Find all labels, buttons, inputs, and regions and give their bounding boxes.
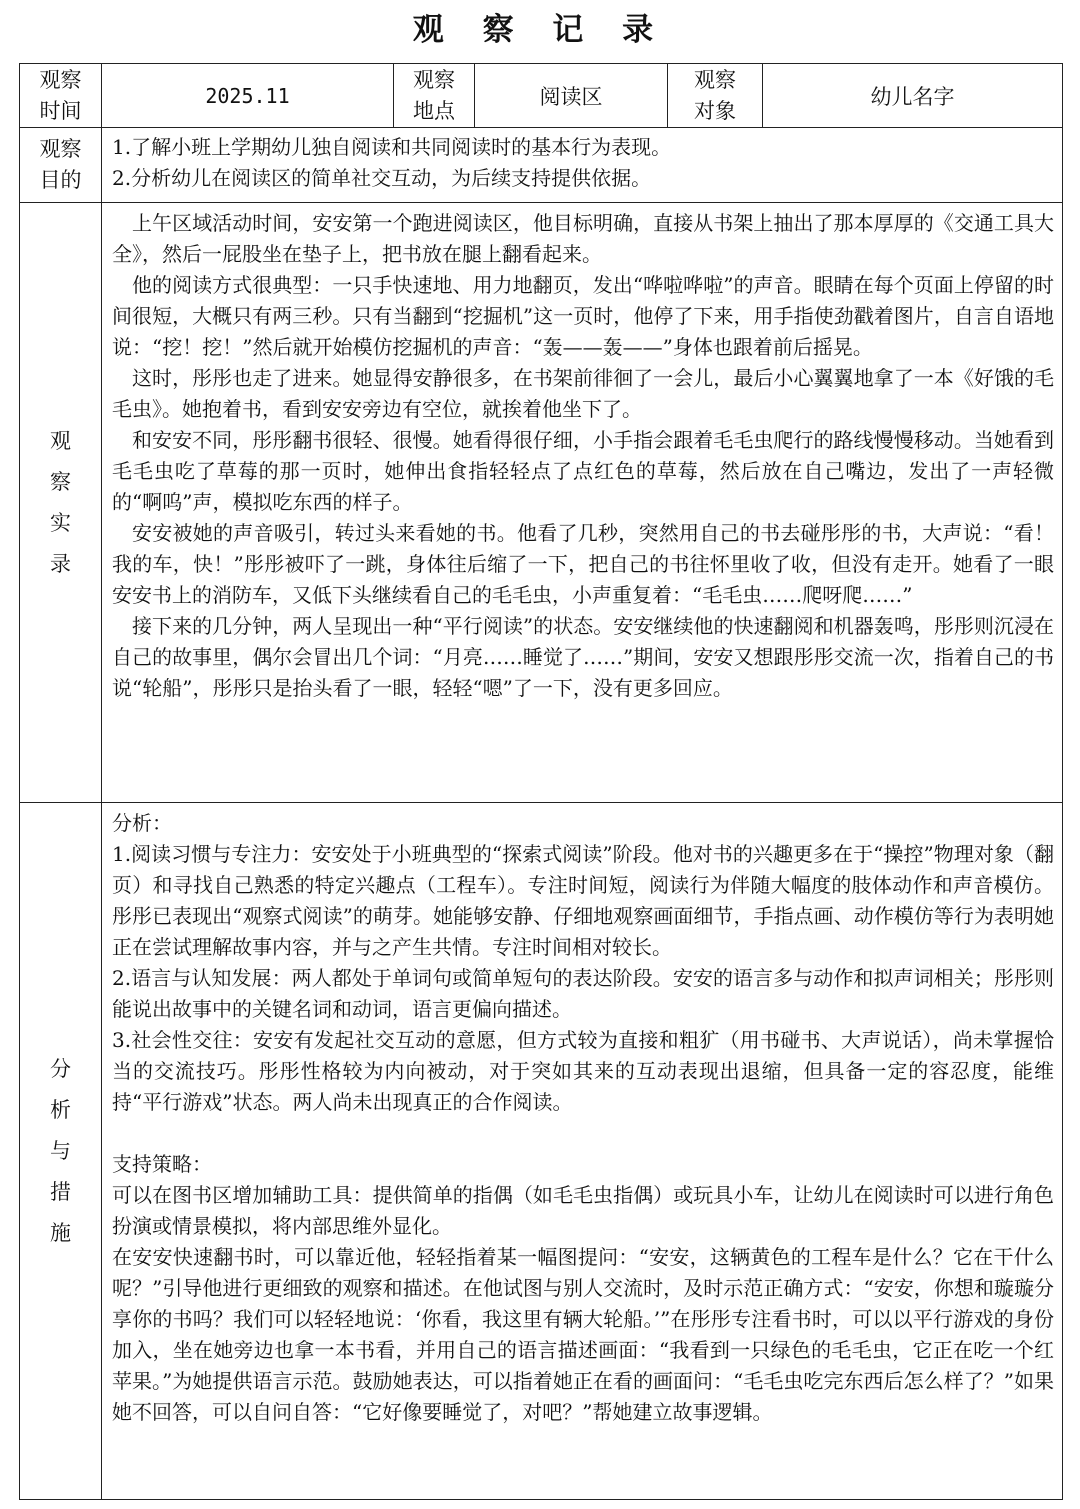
strategy-item: 可以在图书区增加辅助工具：提供简单的指偶（如毛毛虫指偶）或玩具小车，让幼儿在阅读时可以进行角色扮演或情景模拟，将内部思维外显化。 bbox=[112, 1183, 1054, 1238]
analysis-item: 2.语言与认知发展：两人都处于单词句或简单短句的表达阶段。安安的语言多与动作和拟声词相关；彤彤则能说出故事中的关键名词和动词，语言更偏向描述。 bbox=[112, 966, 1054, 1021]
place-value: 阅读区 bbox=[475, 64, 668, 128]
target-value: 幼儿名字 bbox=[763, 64, 1063, 128]
purpose-row bbox=[20, 128, 1063, 203]
analysis-label: 分 析 与 措 施 bbox=[20, 803, 102, 1500]
observation-record-table bbox=[19, 63, 1063, 1500]
purpose-item: 2.分析幼儿在阅读区的简单社交互动，为后续支持提供依据。 bbox=[112, 166, 652, 190]
page-title: 观 察 记 录 bbox=[412, 12, 668, 48]
record-label: 观 察 实 录 bbox=[20, 203, 102, 803]
record-paragraph: 这时，彤彤也走了进来。她显得安静很多，在书架前徘徊了一会儿，最后小心翼翼地拿了一本《好饿的毛毛虫》。她抱着书，看到安安旁边有空位，就挨着他坐下了。 bbox=[112, 366, 1054, 421]
record-content bbox=[102, 203, 1063, 803]
record-row bbox=[20, 203, 1063, 803]
purpose-item: 1.了解小班上学期幼儿独自阅读和共同阅读时的基本行为表现。 bbox=[112, 135, 672, 159]
record-paragraph: 安安被她的声音吸引，转过头来看她的书。他看了几秒，突然用自己的书去碰彤彤的书，大声说：“看！我的车，快！”彤彤被吓了一跳，身体往后缩了一下，把自己的书往怀里收了收，但没有走开。她看了一眼安安书上的消防车，又低下头继续看自己的毛毛虫，小声重复着：“毛毛虫……爬呀爬……” bbox=[112, 521, 1054, 607]
spacer bbox=[112, 1118, 1054, 1149]
target-label: 观察 对象 bbox=[668, 64, 763, 128]
strategy-heading: 支持策略： bbox=[112, 1152, 212, 1176]
analysis-item: 1.阅读习惯与专注力：安安处于小班典型的“探索式阅读”阶段。他对书的兴趣更多在于“操控”物理对象（翻页）和寻找自己熟悉的特定兴趣点（工程车）。专注时间短，阅读行为伴随大幅度的肢体动作和声音模仿。彤彤已表现出“观察式阅读”的萌芽。她能够安静、仔细地观察画面细节，手指点画、动作模仿等行为表明她正在尝试理解故事内容，并与之产生共情。专注时间相对较长。 bbox=[112, 842, 1054, 959]
purpose-label: 观察 目的 bbox=[20, 128, 102, 203]
analysis-content bbox=[102, 803, 1063, 1500]
record-paragraph: 和安安不同，彤彤翻书很轻、很慢。她看得很仔细，小手指会跟着毛毛虫爬行的路线慢慢移动。当她看到毛毛虫吃了草莓的那一页时，她伸出食指轻轻点了点红色的草莓，然后放在自己嘴边，发出了一声轻微的“啊呜”声，模拟吃东西的样子。 bbox=[112, 428, 1054, 514]
record-paragraph: 接下来的几分钟，两人呈现出一种“平行阅读”的状态。安安继续他的快速翻阅和机器轰鸣，彤彤则沉浸在自己的故事里，偶尔会冒出几个词：“月亮……睡觉了……”期间，安安又想跟彤彤交流一次，指着自己的书说“轮船”，彤彤只是抬头看了一眼，轻轻“嗯”了一下，没有更多回应。 bbox=[112, 614, 1054, 700]
analysis-heading: 分析： bbox=[112, 811, 172, 835]
time-label: 观察 时间 bbox=[20, 64, 102, 128]
purpose-content bbox=[102, 128, 1063, 203]
strategy-item: 在安安快速翻书时，可以靠近他，轻轻指着某一幅图提问：“安安，这辆黄色的工程车是什么？它在干什么呢？”引导他进行更细致的观察和描述。在他试图与别人交流时，及时示范正确方式：“安安，你想和璇璇分享你的书吗？我们可以轻轻地说：‘你看，我这里有辆大轮船。’”在彤彤专注看书时，可以以平行游戏的身份加入，坐在她旁边也拿一本书看，并用自己的语言描述画面：“我看到一只绿色的毛毛虫，它正在吃一个红苹果。”为她提供语言示范。鼓励她表达，可以指着她正在看的画面问：“毛毛虫吃完东西后怎么样了？”如果她不回答，可以自问自答：“它好像要睡觉了，对吧？”帮她建立故事逻辑。 bbox=[112, 1245, 1054, 1424]
analysis-item: 3.社会性交往：安安有发起社交互动的意愿，但方式较为直接和粗犷（用书碰书、大声说话），尚未掌握恰当的交流技巧。彤彤性格较为内向被动，对于突如其来的互动表现出退缩，但具备一定的容忍度，能维持“平行游戏”状态。两人尚未出现真正的合作阅读。 bbox=[112, 1028, 1054, 1114]
place-label: 观察 地点 bbox=[394, 64, 475, 128]
record-paragraph: 上午区域活动时间，安安第一个跑进阅读区，他目标明确，直接从书架上抽出了那本厚厚的《交通工具大全》，然后一屁股坐在垫子上，把书放在腿上翻看起来。 bbox=[112, 211, 1054, 266]
time-value: 2025.11 bbox=[102, 64, 394, 128]
record-paragraph: 他的阅读方式很典型：一只手快速地、用力地翻页，发出“哗啦哗啦”的声音。眼睛在每个页面上停留的时间很短，大概只有两三秒。只有当翻到“挖掘机”这一页时，他停了下来，用手指使劲戳着图片，自言自语地说：“挖！挖！”然后就开始模仿挖掘机的声音：“轰——轰——”身体也跟着前后摇晃。 bbox=[112, 273, 1054, 359]
analysis-row bbox=[20, 803, 1063, 1500]
header-row bbox=[20, 64, 1063, 128]
